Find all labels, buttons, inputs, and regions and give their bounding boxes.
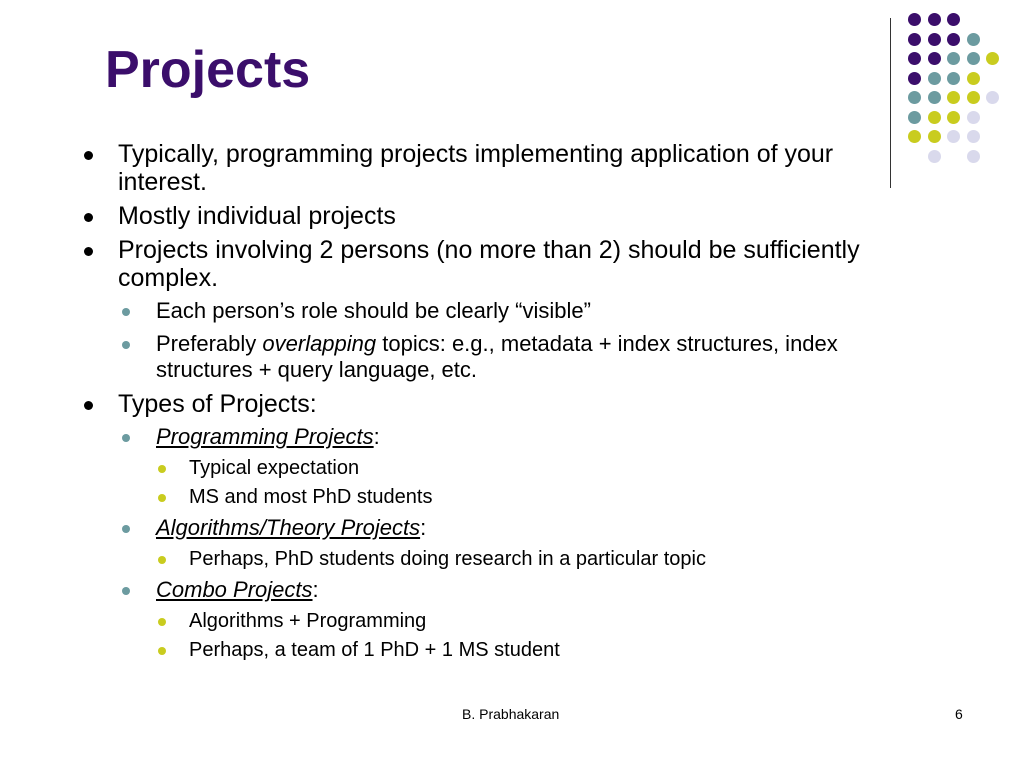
decorative-dot bbox=[986, 91, 999, 104]
bullet-icon bbox=[158, 647, 166, 655]
decorative-dot bbox=[967, 72, 980, 85]
bullet-text-prefix: Preferably bbox=[156, 331, 263, 356]
type-algorithms bbox=[80, 515, 880, 541]
decorative-dot bbox=[908, 72, 921, 85]
bullet-individual bbox=[80, 202, 880, 230]
decorative-dot bbox=[928, 130, 941, 143]
decorative-dot bbox=[908, 91, 921, 104]
bullet-two-persons bbox=[80, 236, 880, 292]
detail-algorithms-programming bbox=[80, 610, 880, 633]
slide-body bbox=[80, 140, 880, 668]
bullet-text: Typical expectation bbox=[189, 457, 360, 479]
bullet-text: MS and most PhD students bbox=[189, 486, 433, 508]
subbullet-overlapping bbox=[80, 331, 880, 383]
decorative-dot bbox=[967, 130, 980, 143]
decorative-dot bbox=[986, 52, 999, 65]
type-combo bbox=[80, 577, 880, 603]
decorative-dot bbox=[908, 13, 921, 26]
bullet-text: Each person’s role should be clearly “visible” bbox=[156, 298, 591, 323]
bullet-icon bbox=[158, 465, 166, 473]
decorative-dot bbox=[928, 150, 941, 163]
bullet-icon bbox=[84, 151, 93, 160]
bullet-icon bbox=[122, 308, 130, 316]
decorative-dot bbox=[947, 72, 960, 85]
decorative-dot bbox=[928, 111, 941, 124]
decorative-dot bbox=[908, 130, 921, 143]
type-label: Algorithms/Theory Projects bbox=[156, 515, 421, 540]
decorative-dot bbox=[947, 130, 960, 143]
type-colon: : bbox=[312, 577, 319, 602]
type-label: Programming Projects bbox=[156, 424, 374, 449]
bullet-text: Projects involving 2 persons (no more than 2) should be sufficiently complex. bbox=[118, 236, 860, 292]
type-programming bbox=[80, 424, 880, 450]
decorative-dot bbox=[947, 111, 960, 124]
bullet-types bbox=[80, 390, 880, 418]
bullet-icon bbox=[158, 494, 166, 502]
bullet-text: Algorithms + Programming bbox=[189, 610, 427, 632]
detail-phd-research bbox=[80, 548, 880, 571]
decorative-dot bbox=[928, 52, 941, 65]
decorative-dot bbox=[947, 33, 960, 46]
bullet-icon bbox=[84, 247, 93, 256]
decorative-dot bbox=[908, 111, 921, 124]
decorative-dot bbox=[928, 91, 941, 104]
bullet-icon bbox=[122, 434, 130, 442]
decorative-dot bbox=[908, 52, 921, 65]
bullet-text: Typically, programming projects implementing application of your interest. bbox=[118, 140, 834, 196]
decorative-dot-grid bbox=[908, 13, 1008, 163]
decorative-dot bbox=[967, 111, 980, 124]
decorative-dot bbox=[947, 91, 960, 104]
type-label: Combo Projects bbox=[156, 577, 313, 602]
slide-title: Projects bbox=[105, 41, 311, 99]
detail-typical bbox=[80, 457, 880, 480]
type-colon: : bbox=[420, 515, 427, 540]
bullet-icon bbox=[84, 213, 93, 222]
footer-author: B. Prabhakaran bbox=[462, 706, 560, 722]
bullet-icon bbox=[122, 341, 130, 349]
decorative-dot bbox=[928, 72, 941, 85]
bullet-icon bbox=[158, 556, 166, 564]
type-colon: : bbox=[373, 424, 380, 449]
bullet-text: Types of Projects: bbox=[118, 390, 317, 418]
decorative-dot bbox=[967, 33, 980, 46]
page-number: 6 bbox=[955, 706, 963, 722]
bullet-icon bbox=[84, 401, 93, 410]
bullet-icon bbox=[122, 525, 130, 533]
bullet-text: Perhaps, PhD students doing research in a particular topic bbox=[189, 548, 706, 570]
decorative-dot bbox=[947, 13, 960, 26]
decorative-dot bbox=[908, 33, 921, 46]
bullet-text-emphasis: overlapping bbox=[262, 331, 377, 356]
bullet-icon bbox=[158, 618, 166, 626]
subbullet-role bbox=[80, 298, 880, 324]
bullet-text: Perhaps, a team of 1 PhD + 1 MS student bbox=[189, 639, 560, 661]
decorative-dot bbox=[967, 52, 980, 65]
bullet-typically bbox=[80, 140, 880, 196]
bullet-text: Mostly individual projects bbox=[118, 202, 396, 230]
decorative-dot bbox=[928, 13, 941, 26]
divider-line bbox=[890, 18, 891, 188]
bullet-text-suffix: topics: e.g., metadata + index structures, index structures + query language, etc. bbox=[156, 331, 838, 382]
decorative-dot bbox=[967, 91, 980, 104]
decorative-dot bbox=[967, 150, 980, 163]
detail-team bbox=[80, 639, 880, 662]
decorative-dot bbox=[928, 33, 941, 46]
decorative-dot bbox=[947, 52, 960, 65]
detail-ms-phd bbox=[80, 486, 880, 509]
bullet-icon bbox=[122, 587, 130, 595]
